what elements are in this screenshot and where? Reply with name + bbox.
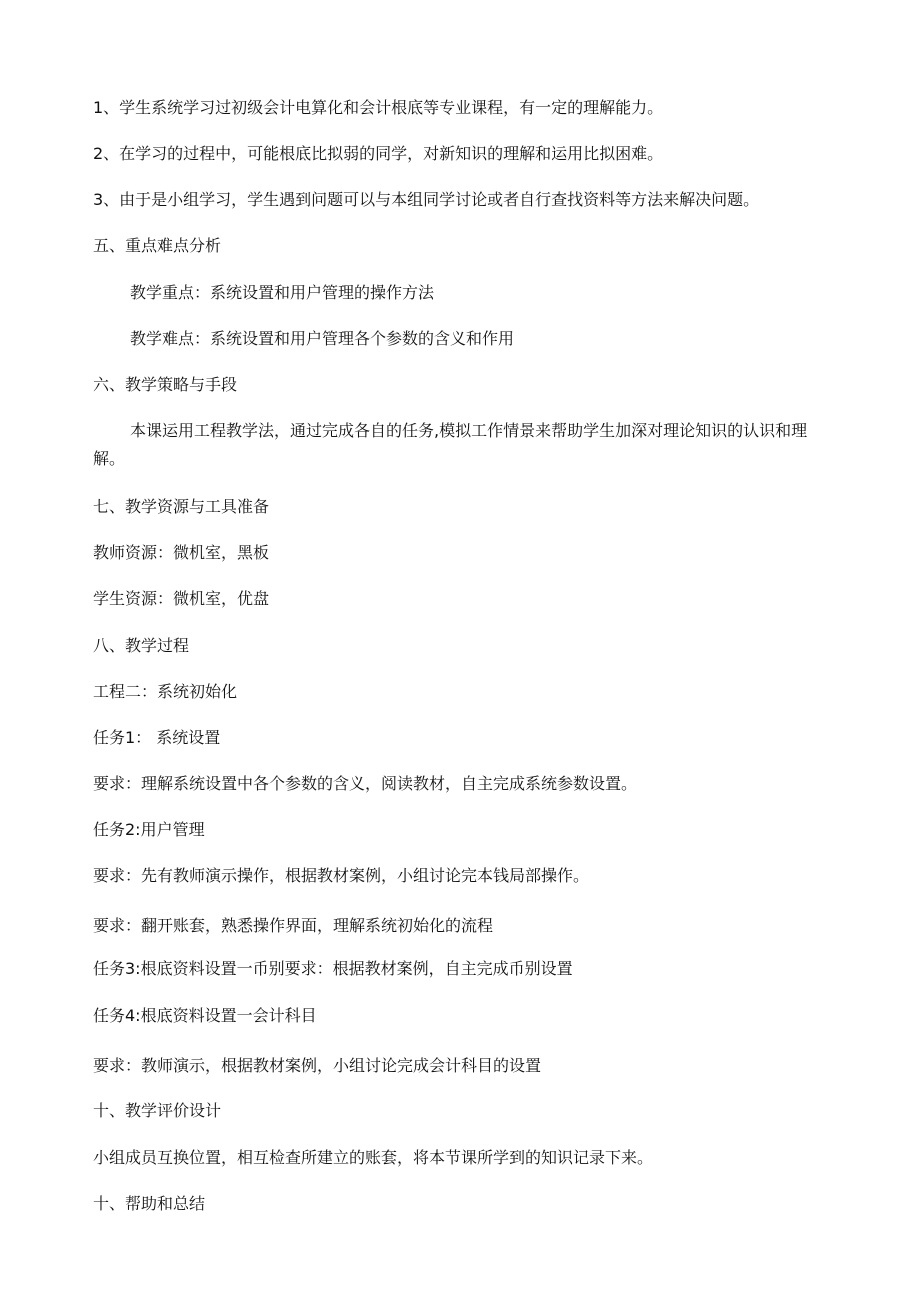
evaluation-text: 小组成员互换位置，相互检查所建立的账套，将本节课所学到的知识记录下来。 [93, 1148, 654, 1167]
section-heading-resources: 七、教学资源与工具准备 [93, 497, 270, 516]
task-3: 任务3:根底资料设置一币别要求：根据教材案例，自主完成币别设置 [93, 959, 573, 978]
teaching-difficulty: 教学难点：系统设置和用户管理各个参数的含义和作用 [130, 329, 515, 348]
task-1: 任务1： 系统设置 [93, 728, 221, 747]
task-2-requirement: 要求：先有教师演示操作，根据教材案例，小组讨论完本钱局部操作。 [93, 866, 590, 885]
section-heading-evaluation: 十、教学评价设计 [93, 1101, 222, 1120]
analysis-item-3: 3、由于是小组学习，学生遇到问题可以与本组同学讨论或者自行查找资料等方法来解决问题。 [93, 190, 760, 209]
analysis-item-1: 1、学生系统学习过初级会计电算化和会计根底等专业课程，有一定的理解能力。 [93, 98, 664, 117]
section-heading-strategy: 六、教学策略与手段 [93, 375, 238, 394]
section-heading-process: 八、教学过程 [93, 636, 190, 655]
project-title: 工程二：系统初始化 [93, 682, 238, 701]
section-heading-key-points: 五、重点难点分析 [93, 236, 222, 255]
student-resources: 学生资源：微机室，优盘 [93, 589, 270, 608]
teacher-resources: 教师资源：微机室，黑板 [93, 543, 270, 562]
task-4: 任务4:根底资料设置一会计科目 [93, 1006, 317, 1025]
analysis-item-2: 2、在学习的过程中，可能根底比拟弱的同学，对新知识的理解和运用比拟困难。 [93, 144, 664, 163]
strategy-paragraph: 本课运用工程教学法，通过完成各自的任务,模拟工作情景来帮助学生加深对理论知识的认识和理解。 [93, 421, 808, 468]
task-1-requirement: 要求：理解系统设置中各个参数的含义，阅读教材，自主完成系统参数设置。 [93, 774, 638, 793]
task-2: 任务2:用户管理 [93, 820, 205, 839]
requirement-open-account: 要求：翻开账套，熟悉操作界面，理解系统初始化的流程 [93, 916, 494, 935]
task-4-requirement: 要求：教师演示，根据教材案例，小组讨论完成会计科目的设置 [93, 1056, 542, 1075]
section-heading-summary: 十、帮助和总结 [93, 1194, 206, 1213]
teaching-key-point: 教学重点：系统设置和用户管理的操作方法 [130, 283, 435, 302]
